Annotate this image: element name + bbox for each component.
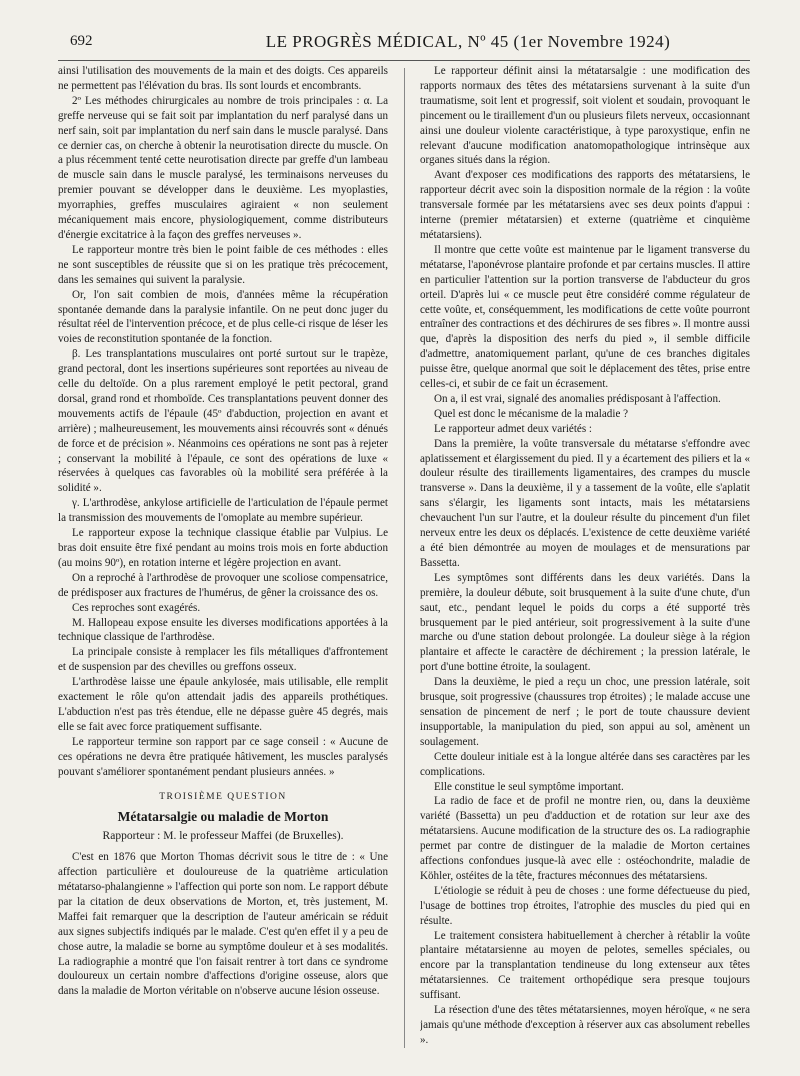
- paragraph: Le traitement consistera habituellement à chercher à rétablir la voûte plantaire métatarsienne au moyen de pelotes, semelles spéciales, ou encore par la transplantation tendineuse du long extenseur aux têtes métatarsiennes. Ce traitement orthopédique sera presque toujours suffisant.: [420, 929, 750, 1002]
- paragraph: Avant d'exposer ces modifications des rapports des métatarsiens, le rapporteur décrit avec soin la disposition normale de la région : la voûte transversale formée par les métatarsiens avec ses deux points d'appui : interne (premier métatarsien) et externe (quatrième et cinquième métatarsiens).: [420, 169, 750, 241]
- column-divider: [404, 68, 405, 1048]
- paragraph: Cette douleur initiale est à la longue altérée dans ses caractères par les complications.: [420, 750, 750, 778]
- paragraph: 2º Les méthodes chirurgicales au nombre de trois principales : α. La greffe nerveuse qui se fait soit par implantation du nerf paralysé dans un nerf sain, soit par implantation du nerf sain dans le muscle paralysé. Dans ce dernier cas, on cherche à obtenir la neurotisation directe du muscle. On a plus récemment tenté cette neurotisation directe par greffe d'un lambeau de muscle sain dans le muscle paralysé, les terminaisons nerveuses du premier pouvant se développer dans le deuxième. Les myoplasties, myorraphies, greffes musculaires agiraient « non seulement mécaniquement mais encore, physiologiquement, comme distributeurs d'énergie excitatrice à la façon des greffes nerveuses ».: [58, 94, 388, 241]
- paragraph: C'est en 1876 que Morton Thomas décrivit sous le titre de : « Une affection particulière et douloureuse de la quatrième articulation métatarso-phalangienne » l'affection qui porte son nom. Le rapport débute par la citation de deux observations de Morton, et, très justement, M. Maffei fait remarquer que la description de l'auteur américain se réduit aux signes subjectifs indiqués par le malade. C'est qu'en effet il y a peu de chose autre, la maladie se borne au symptôme douleur et à ses modalités. La radiographie a montré que l'on faisait rentrer à tort dans ce syndrome douloureux un certain nombre d'affections d'origine osseuse, alors que dans la maladie de Morton véritable on n'observe aucune lésion osseuse.: [58, 851, 388, 998]
- paragraph: ainsi l'utilisation des mouvements de la main et des doigts. Ces appareils ne permettent pas l'élévation du bras. Ils sont lourds et encombrants.: [58, 65, 388, 92]
- section-label: TROISIÈME QUESTION: [159, 791, 287, 802]
- paragraph: Ces reproches sont exagérés.: [72, 601, 201, 614]
- paragraph: Le rapporteur montre très bien le point faible de ces méthodes : elles ne sont susceptibles de réussite que si on les pratique très précocement, dans les semaines qui suivent la paralysie.: [58, 243, 388, 286]
- journal-title: LE PROGRÈS MÉDICAL, Nº 45 (1er Novembre 1924): [265, 32, 671, 51]
- right-column: [420, 64, 750, 1064]
- paragraph: Or, l'on sait combien de mois, d'années même la récupération spontanée demande dans la paralysie infantile. On ne peut donc juger du résultat réel de l'intervention précoce, et de plus celle-ci risque de léser les voies de reconstitution spontanée de la fonction.: [58, 288, 388, 346]
- article-title: Métatarsalgie ou maladie de Morton: [117, 809, 329, 825]
- paragraph: La radio de face et de profil ne montre rien, ou, dans la deuxième variété (Bassetta) un peu d'adduction et de rotation sur leur axe des métatarsiens. Aucune modification de la structure des os. La radiographie permet par contre de distinguer de la maladie de Morton certaines affections confondues jusque-là avec elle : ostéochondrite, maladie de Köhler, ostéites de la tête, fractures méconnues des métatarsiens.: [420, 795, 750, 882]
- paragraph: L'étiologie se réduit à peu de choses : une forme défectueuse du pied, l'usage de bottines trop étroites, l'atrophie des muscles du pied qui en résulte.: [420, 884, 750, 927]
- paragraph: Quel est donc le mécanisme de la maladie ?: [434, 407, 629, 420]
- paragraph: Les symptômes sont différents dans les deux variétés. Dans la première, la douleur débute, soit brusquement à la suite d'une chute, d'un saut, etc., pendant lequel le poids du corps a été supporté très brusquement par le pied antérieur, soit progressivement à la suite d'une marche ou d'une station debout prolongée. La douleur siège à la région plantaire et affecte le caractère de déchirement ; la pression latérale, le port d'une bottine étroite, la soulagent.: [420, 571, 750, 674]
- paragraph: Dans la première, la voûte transversale du métatarse s'effondre avec aplatissement et élargissement du pied. Il y a écartement des piliers et la « douleur résulte des tiraillements ligamentaires, des crampes du muscle transverse ». Dans la deuxième, il y a tassement de la voûte, elle s'aplatit sans s'élargir, les ligaments sont intacts, mais les métatarsiens chevauchent l'un sur l'autre, et la douleur résulte du pincement d'un filet nerveux entre les deux os déplacés. L'existence de cette deuxième variété a été bien démontrée au moyen de moulages et de mensurations par Bassetta.: [420, 437, 750, 569]
- paragraph: M. Hallopeau expose ensuite les diverses modifications apportées à la technique classique de l'arthrodèse.: [58, 616, 388, 644]
- paragraph: L'arthrodèse laisse une épaule ankylosée, mais utilisable, elle remplit exactement le rôle qu'on attendait jadis des appareils prothétiques. L'abduction n'est pas très étendue, elle ne dépasse guère 45 degrés, mais elle se fait avec force pratiquement suffisante.: [58, 676, 388, 733]
- page-header: [58, 30, 748, 54]
- paragraph: La résection d'une des têtes métatarsiennes, moyen héroïque, « ne sera jamais qu'une méthode d'exception à réserver aux cas absolument rebelles ».: [420, 1004, 750, 1046]
- paragraph: On a reproché à l'arthrodèse de provoquer une scoliose compensatrice, de prédisposer aux fractures de l'humérus, de gêner la croissance des os.: [58, 571, 388, 599]
- header-rule: [58, 60, 750, 61]
- paragraph: γ. L'arthrodèse, ankylose artificielle de l'articulation de l'épaule permet la transmission des mouvements de l'omoplate au membre supérieur.: [58, 497, 388, 525]
- paragraph: Le rapporteur expose la technique classique établie par Vulpius. Le bras doit ensuite être fixé pendant au moins trois mois en forte abduction (au moins 90º), en rotation interne et légère projection en avant.: [58, 527, 388, 569]
- paragraph: Le rapporteur définit ainsi la métatarsalgie : une modification des rapports normaux des têtes des métatarsiens survenant à la suite d'un traumatisme, soit lent et progressif, soit violent et soudain, provoquant le pincement ou le tiraillement d'un ou plusieurs filets nerveux, occasionnant ainsi une douleur violente caractéristique, à type paroxystique, enfin ne relevant d'aucune modification anatomopathologique intrinsèque aux organes situés dans la région.: [420, 65, 750, 167]
- paragraph: La principale consiste à remplacer les fils métalliques d'affrontement et de suspension par des chevilles ou greffons osseux.: [58, 646, 388, 674]
- paragraph: Elle constitue le seul symptôme important.: [434, 780, 624, 793]
- paragraph: Le rapporteur admet deux variétés :: [434, 422, 593, 435]
- paragraph: Dans la deuxième, le pied a reçu un choc, une pression latérale, soit brusque, soit progressive (chaussures trop étroites) ; le malade accuse une sensation de pincement de nerf ; le port de toute chaussure devient insupportable, la manipulation du pied, son appui au sol, amènent un soulagement.: [420, 676, 750, 748]
- page-number: 692: [70, 33, 93, 49]
- paragraph: Le rapporteur termine son rapport par ce sage conseil : « Aucune de ces opérations ne devra être pratiquée hâtivement, les muscles paralysés pouvant s'améliorer spontanément pendant plusieurs années. »: [58, 735, 388, 778]
- left-column: [58, 64, 388, 1064]
- paragraph: On a, il est vrai, signalé des anomalies prédisposant à l'affection.: [434, 392, 721, 405]
- paragraph: Il montre que cette voûte est maintenue par le ligament transverse du métatarse, l'aponévrose plantaire profonde et par certains muscles. Il attire en particulier l'attention sur la portion transverse de l'abducteur du gros orteil. D'après lui « ce muscle peut être considéré comme régulateur de cette voûte, et, conséquemment, les modifications de cette voûte pourront entraîner des contractions et des déchirures de ses fibres ». Il montre aussi que, d'après la disposition des nerfs du pied », il semble difficile d'admettre, anatomiquement parlant, qu'une de ces branches digitales puisse être, quelque anormal que soit le déplacement des têtes, prise entre celles-ci, et subir de ce fait un écrasement.: [420, 243, 750, 391]
- rapporteur-line: Rapporteur : M. le professeur Maffei (de Bruxelles).: [102, 830, 344, 843]
- paragraph: β. Les transplantations musculaires ont porté surtout sur le trapèze, grand pectoral, dont les insertions supérieures sont reportées au niveau de celle du deltoïde. On a plus rarement employé le petit pectoral, grand dorsal, grand rond et rhomboïde. Ces transplantations peuvent donner des mouvements actifs de l'épaule (45º d'abduction, projection en avant et arrière) ; malheureusement, les mouvements ainsi récouvrés sont « dénués de force et de précision ». Néanmoins ces opérations ne sont pas à rejeter ; conservant la mobilité à l'épaule, ce sont des opérations de luxe « réservées à quelques cas favorables où la mobilité sera préférée à la solidité ».: [58, 348, 388, 495]
